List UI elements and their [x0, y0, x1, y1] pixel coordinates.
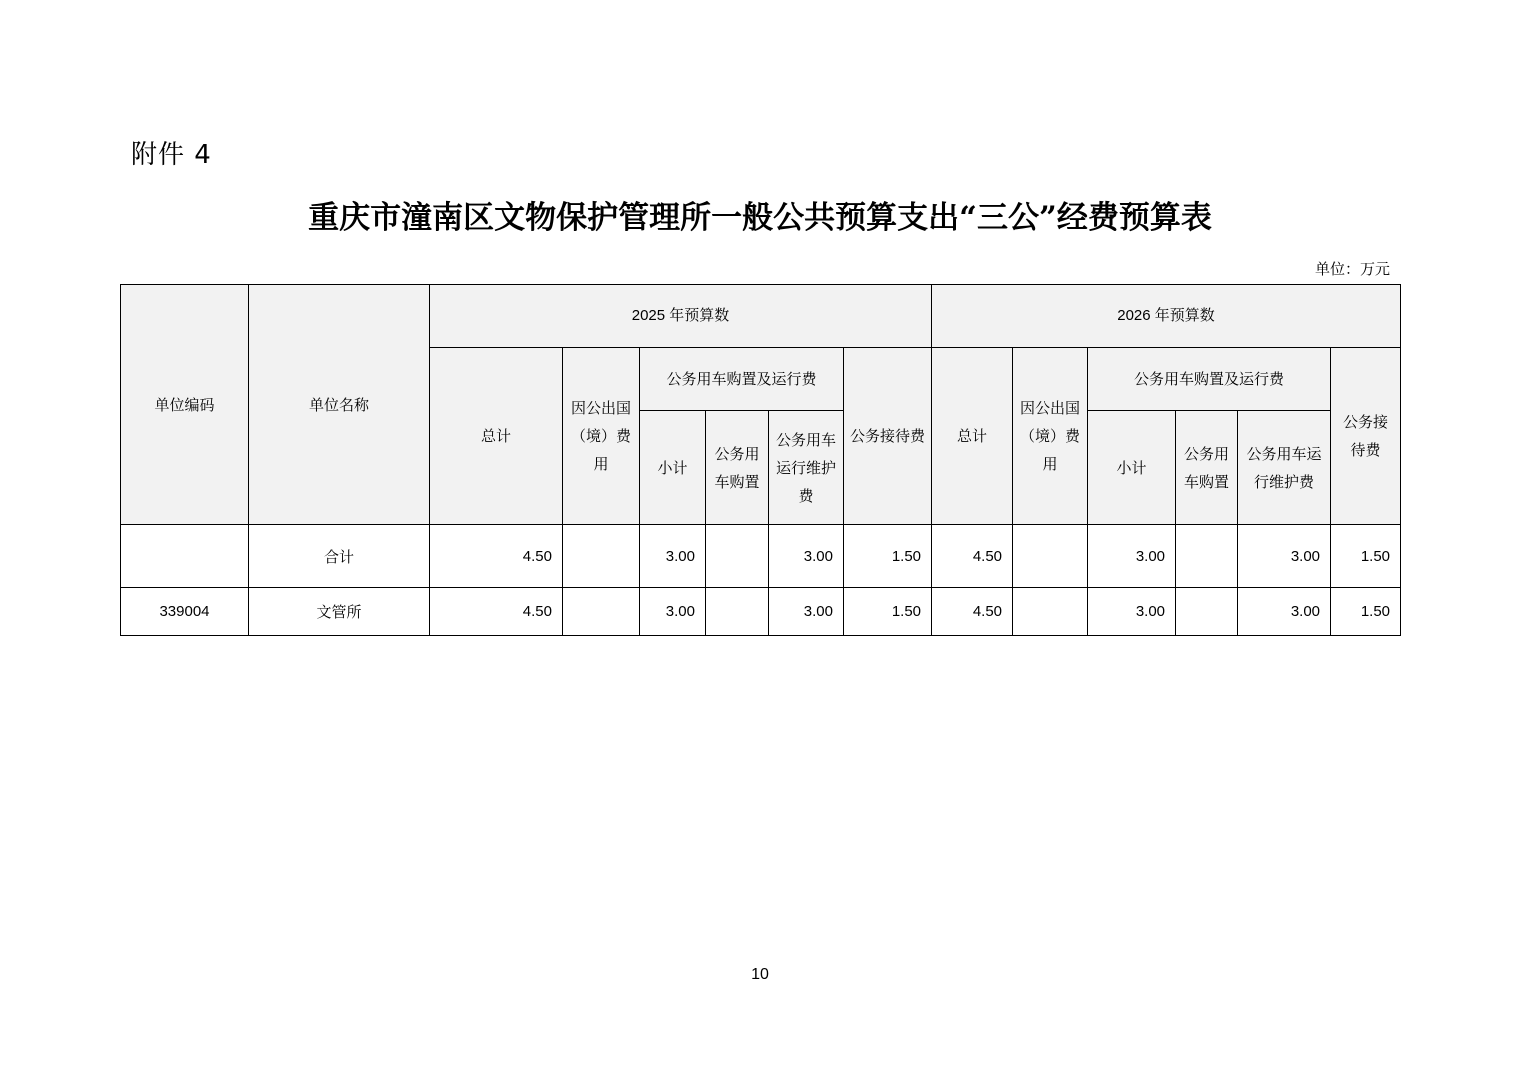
- cell-2025-vehicle-purchase: [706, 525, 769, 588]
- cell-2025-subtotal: 3.00: [640, 588, 706, 636]
- cell-2026-total: 4.50: [932, 588, 1013, 636]
- cell-2025-vehicle-purchase: [706, 588, 769, 636]
- cell-2026-vehicle-purchase: [1176, 588, 1238, 636]
- cell-unit-code: [121, 525, 249, 588]
- header-2025-budget: 2025 年预算数: [430, 285, 932, 348]
- cell-2025-reception: 1.50: [844, 588, 932, 636]
- cell-2025-total: 4.50: [430, 588, 563, 636]
- cell-2026-total: 4.50: [932, 525, 1013, 588]
- header-2026-vehicle-purchase: 公务用车购置: [1176, 411, 1238, 525]
- header-2026-vehicle-group: 公务用车购置及运行费: [1088, 348, 1331, 411]
- page-number: 10: [751, 966, 769, 983]
- cell-2025-reception: 1.50: [844, 525, 932, 588]
- header-2026-reception: 公务接待费: [1331, 348, 1401, 525]
- cell-2026-vehicle-operation: 3.00: [1238, 588, 1331, 636]
- attachment-label: 附件 4: [131, 140, 212, 170]
- header-unit-name: 单位名称: [249, 285, 430, 525]
- header-2025-reception: 公务接待费: [844, 348, 932, 525]
- header-unit-code: 单位编码: [121, 285, 249, 525]
- table-row-total: [121, 525, 1401, 588]
- header-2026-budget: 2026 年预算数: [932, 285, 1401, 348]
- cell-2025-vehicle-operation: 3.00: [769, 588, 844, 636]
- cell-2025-vehicle-operation: 3.00: [769, 525, 844, 588]
- cell-unit-code: 339004: [121, 588, 249, 636]
- header-2026-total: 总计: [932, 348, 1013, 525]
- cell-2026-subtotal: 3.00: [1088, 525, 1176, 588]
- unit-label: 单位：万元: [1314, 260, 1390, 278]
- cell-2025-abroad: [563, 588, 640, 636]
- cell-2026-subtotal: 3.00: [1088, 588, 1176, 636]
- cell-2025-subtotal: 3.00: [640, 525, 706, 588]
- cell-2025-total: 4.50: [430, 525, 563, 588]
- cell-2026-reception: 1.50: [1331, 588, 1401, 636]
- cell-2026-abroad: [1013, 588, 1088, 636]
- header-2025-total: 总计: [430, 348, 563, 525]
- cell-unit-name: 文管所: [249, 588, 430, 636]
- cell-2026-abroad: [1013, 525, 1088, 588]
- cell-2026-reception: 1.50: [1331, 525, 1401, 588]
- header-2025-subtotal: 小计: [640, 411, 706, 525]
- header-2026-abroad: 因公出国（境）费用: [1013, 348, 1088, 525]
- cell-2025-abroad: [563, 525, 640, 588]
- cell-2026-vehicle-purchase: [1176, 525, 1238, 588]
- document-title: 重庆市潼南区文物保护管理所一般公共预算支出“三公”经费预算表: [308, 200, 1212, 236]
- header-2025-vehicle-purchase: 公务用车购置: [706, 411, 769, 525]
- header-2025-vehicle-operation: 公务用车运行维护费: [769, 411, 844, 525]
- header-2026-subtotal: 小计: [1088, 411, 1176, 525]
- cell-2026-vehicle-operation: 3.00: [1238, 525, 1331, 588]
- budget-table: [120, 284, 1401, 636]
- header-2025-vehicle-group: 公务用车购置及运行费: [640, 348, 844, 411]
- header-2026-vehicle-operation: 公务用车运行维护费: [1238, 411, 1331, 525]
- header-2025-abroad: 因公出国（境）费用: [563, 348, 640, 525]
- cell-unit-name: 合计: [249, 525, 430, 588]
- table-row-unit: [121, 588, 1401, 636]
